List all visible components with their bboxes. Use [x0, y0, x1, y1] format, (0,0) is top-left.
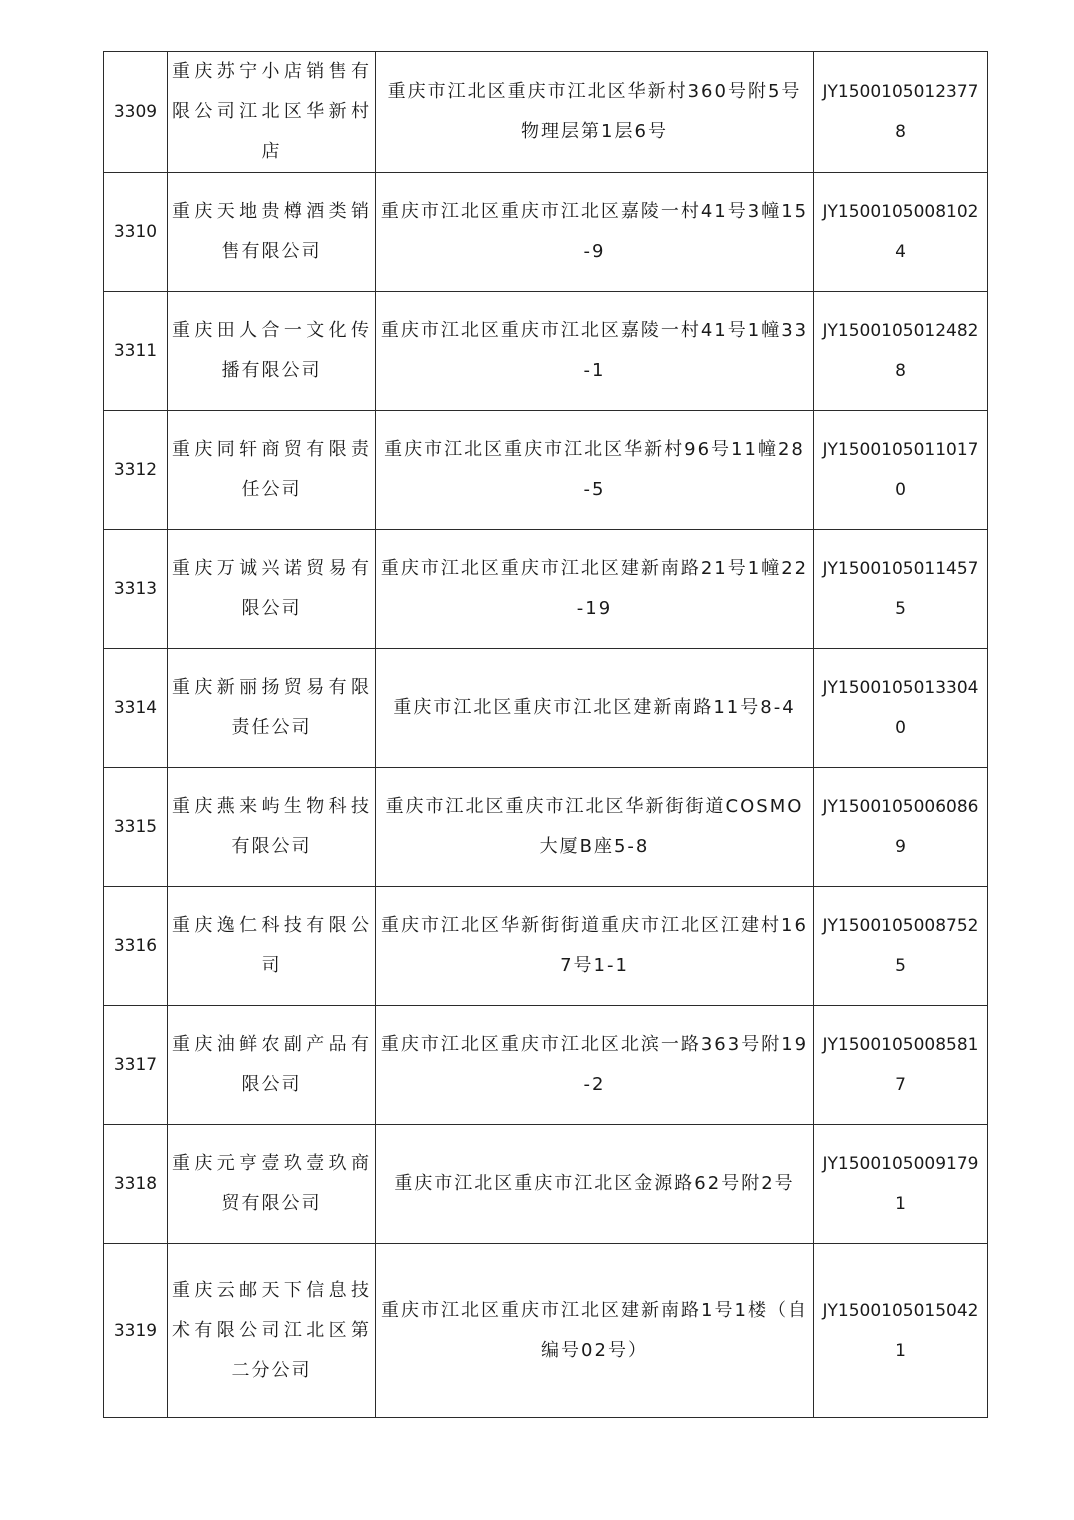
company-name-cell: 重庆云邮天下信息技术有限公司江北区第二分公司 [168, 1244, 376, 1418]
address-cell: 重庆市江北区重庆市江北区华新街街道COSMO大厦B座5-8 [376, 768, 814, 887]
company-name-cell: 重庆苏宁小店销售有限公司江北区华新村店 [168, 52, 376, 173]
serial-number-cell: 3319 [104, 1244, 168, 1418]
serial-number-cell: 3316 [104, 887, 168, 1006]
license-number-cell: JY15001050114575 [814, 530, 988, 649]
license-number-cell: JY15001050133040 [814, 649, 988, 768]
company-name-cell: 重庆万诚兴诺贸易有限公司 [168, 530, 376, 649]
table-row [104, 173, 988, 292]
table-row [104, 1125, 988, 1244]
company-name-cell: 重庆燕来屿生物科技有限公司 [168, 768, 376, 887]
serial-number-cell: 3314 [104, 649, 168, 768]
license-number-cell: JY15001050110170 [814, 411, 988, 530]
address-cell: 重庆市江北区华新街街道重庆市江北区江建村167号1-1 [376, 887, 814, 1006]
serial-number-cell: 3312 [104, 411, 168, 530]
serial-number-cell: 3311 [104, 292, 168, 411]
serial-number-cell: 3310 [104, 173, 168, 292]
address-cell: 重庆市江北区重庆市江北区北滨一路363号附19-2 [376, 1006, 814, 1125]
company-name-cell: 重庆田人合一文化传播有限公司 [168, 292, 376, 411]
serial-number-cell: 3313 [104, 530, 168, 649]
license-number-cell: JY15001050124828 [814, 292, 988, 411]
license-number-cell: JY15001050060869 [814, 768, 988, 887]
table-row [104, 1244, 988, 1418]
license-number-cell: JY15001050085817 [814, 1006, 988, 1125]
table-row [104, 649, 988, 768]
address-cell: 重庆市江北区重庆市江北区建新南路21号1幢22-19 [376, 530, 814, 649]
table-row [104, 530, 988, 649]
license-number-cell: JY15001050087525 [814, 887, 988, 1006]
serial-number-cell: 3317 [104, 1006, 168, 1125]
company-name-cell: 重庆同轩商贸有限责任公司 [168, 411, 376, 530]
serial-number-cell: 3318 [104, 1125, 168, 1244]
table-row [104, 411, 988, 530]
address-cell: 重庆市江北区重庆市江北区华新村360号附5号物理层第1层6号 [376, 52, 814, 173]
table-body [104, 52, 988, 1418]
address-cell: 重庆市江北区重庆市江北区华新村96号11幢28-5 [376, 411, 814, 530]
license-number-cell: JY15001050081024 [814, 173, 988, 292]
company-name-cell: 重庆元亨壹玖壹玖商贸有限公司 [168, 1125, 376, 1244]
license-number-cell: JY15001050091791 [814, 1125, 988, 1244]
company-name-cell: 重庆逸仁科技有限公司 [168, 887, 376, 1006]
address-cell: 重庆市江北区重庆市江北区嘉陵一村41号3幢15-9 [376, 173, 814, 292]
table-row [104, 1006, 988, 1125]
company-name-cell: 重庆天地贵樽酒类销售有限公司 [168, 173, 376, 292]
table-row [104, 768, 988, 887]
address-cell: 重庆市江北区重庆市江北区金源路62号附2号 [376, 1125, 814, 1244]
table-row [104, 292, 988, 411]
company-name-cell: 重庆新丽扬贸易有限责任公司 [168, 649, 376, 768]
table-row [104, 887, 988, 1006]
license-number-cell: JY15001050150421 [814, 1244, 988, 1418]
serial-number-cell: 3315 [104, 768, 168, 887]
company-name-cell: 重庆油鲜农副产品有限公司 [168, 1006, 376, 1125]
address-cell: 重庆市江北区重庆市江北区嘉陵一村41号1幢33-1 [376, 292, 814, 411]
license-number-cell: JY15001050123778 [814, 52, 988, 173]
address-cell: 重庆市江北区重庆市江北区建新南路1号1楼（自编号02号） [376, 1244, 814, 1418]
business-license-table [103, 51, 988, 1418]
table-row [104, 52, 988, 173]
address-cell: 重庆市江北区重庆市江北区建新南路11号8-4 [376, 649, 814, 768]
serial-number-cell: 3309 [104, 52, 168, 173]
